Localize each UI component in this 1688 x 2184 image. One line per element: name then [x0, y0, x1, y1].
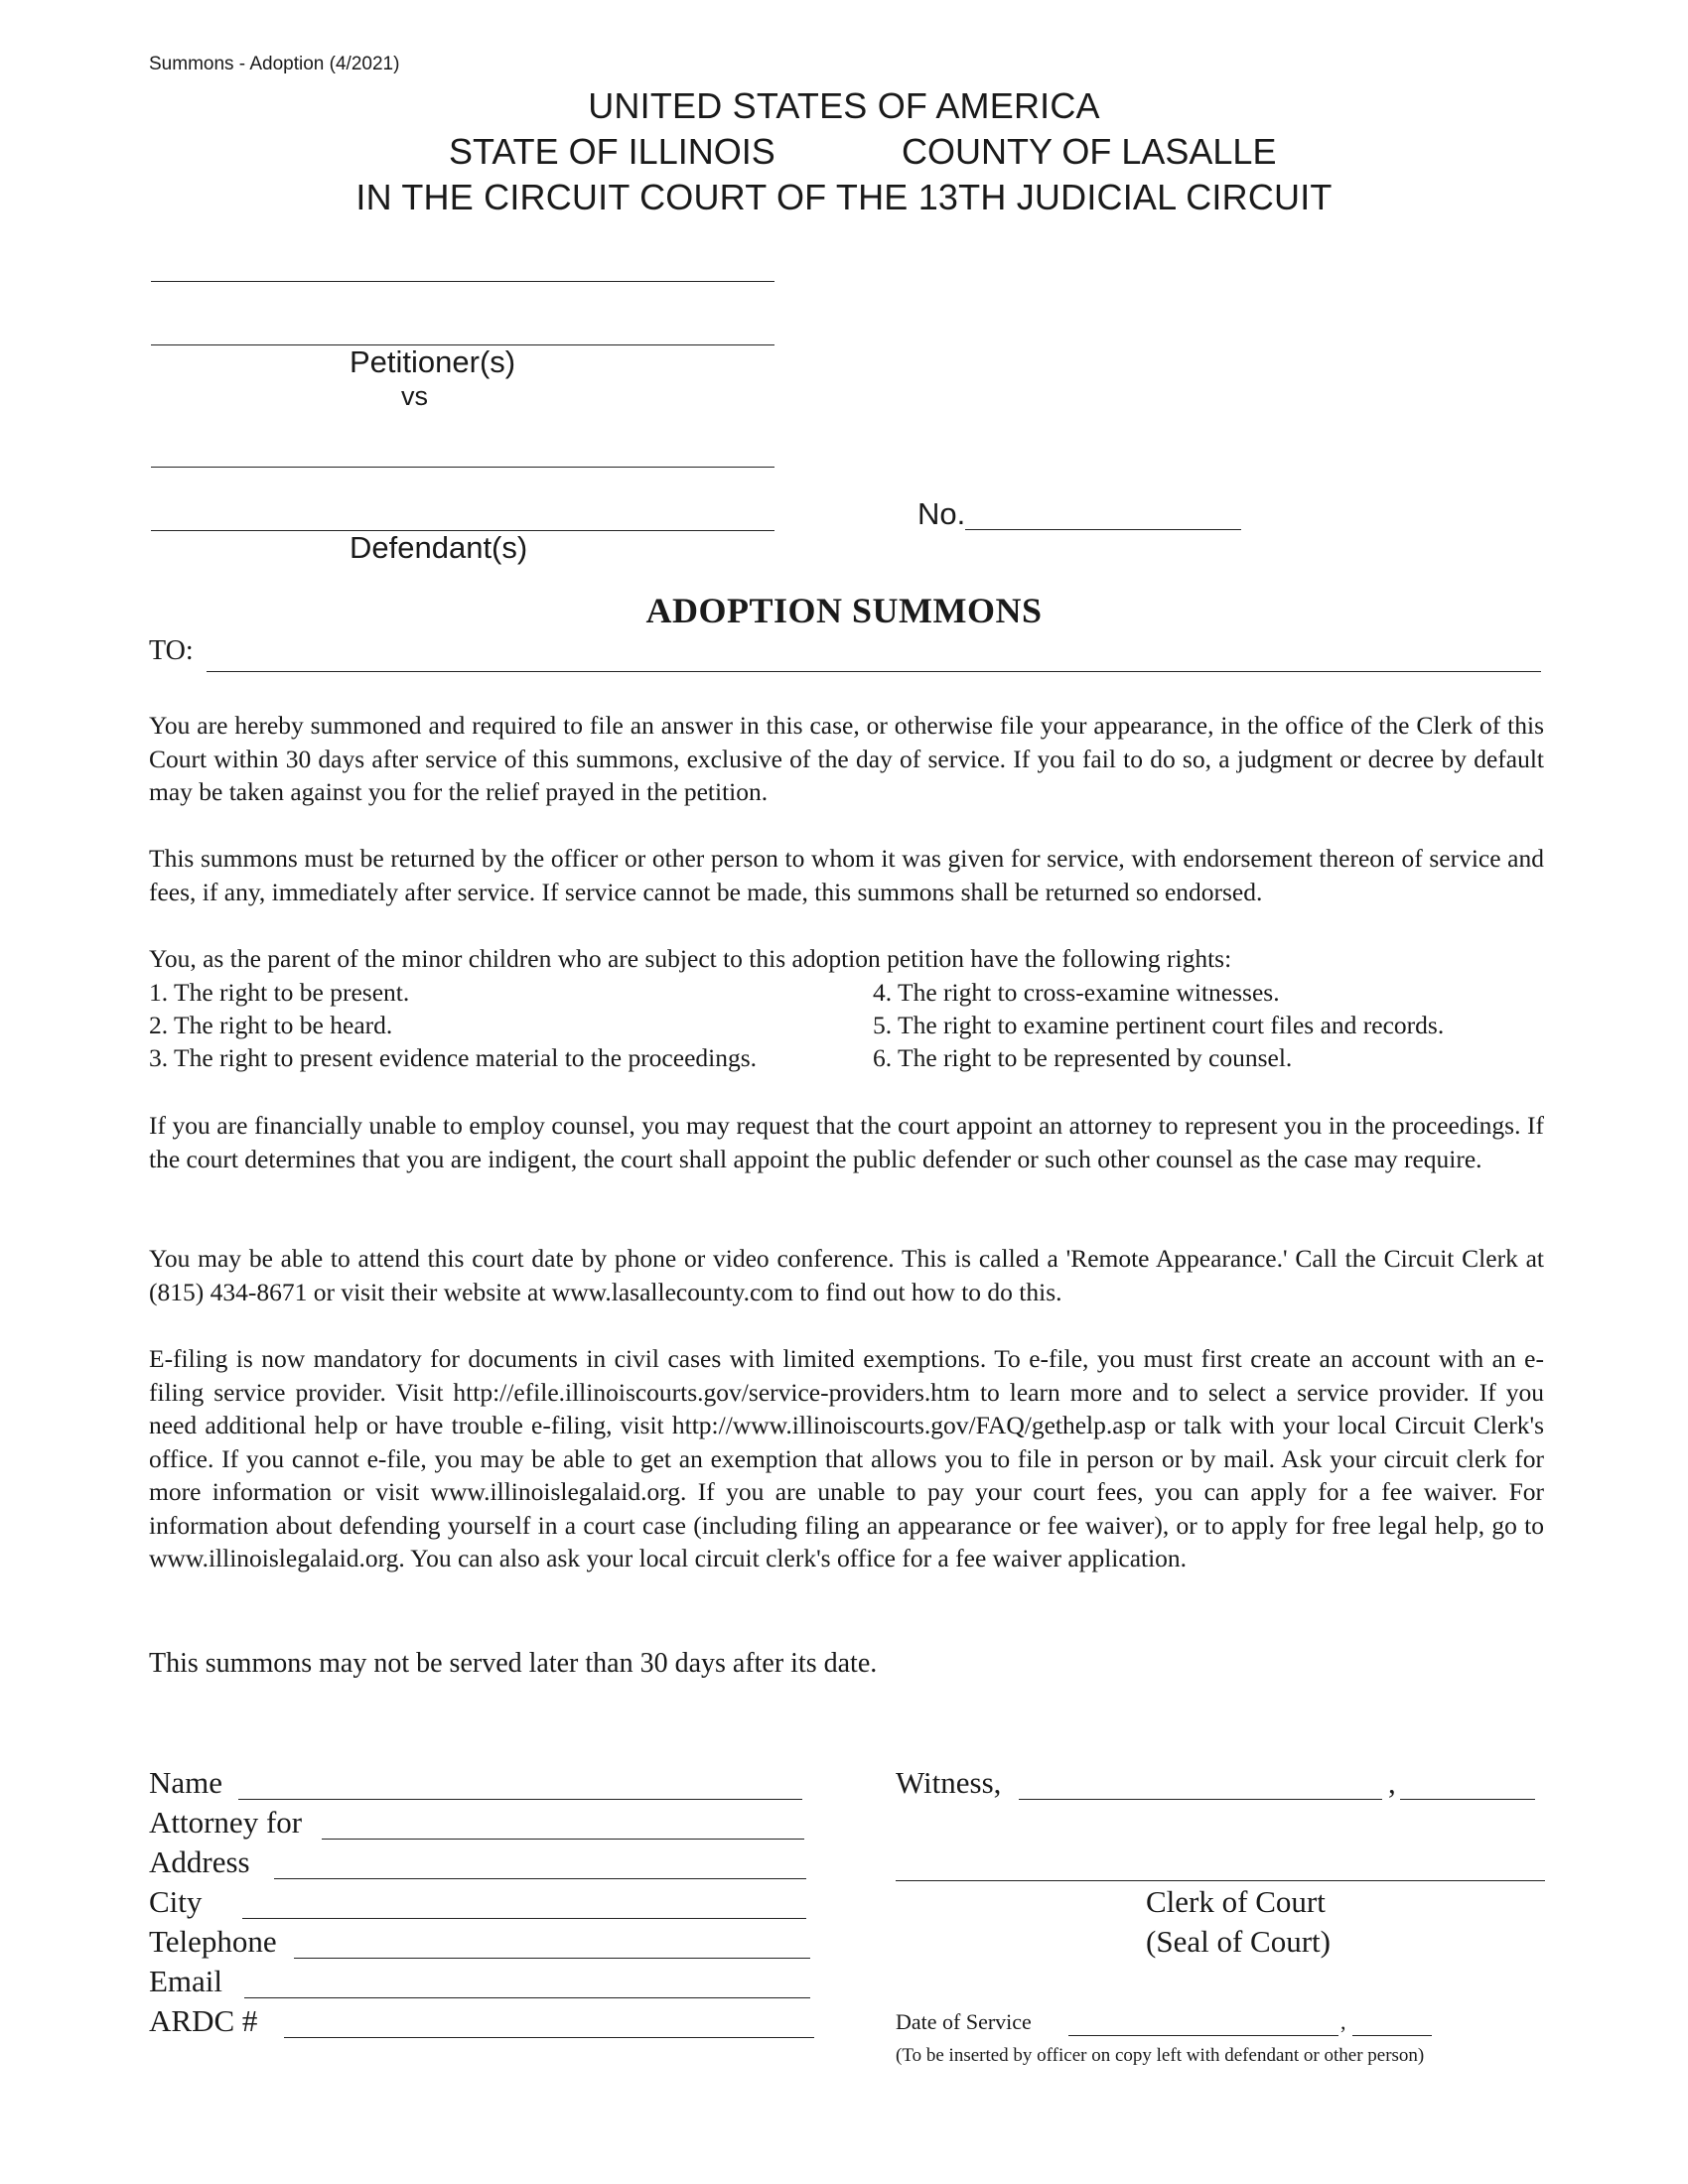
- case-no-field[interactable]: [965, 529, 1241, 530]
- paragraph-remote: You may be able to attend this court date by phone or video conference. This is called a 'Remote Appearance.' Call the Circuit Clerk at (815) 434-8671 or visit their website at www.lasallecounty.com to find out how to do this.: [149, 1244, 1544, 1306]
- right-item: 2. The right to be heard.: [149, 1011, 393, 1039]
- paragraph-counsel: If you are financially unable to employ counsel, you may request that the court appoint an attorney to represent you in the proceedings. If the court determines that you are indigent, the court shall appoint the public defender or such other counsel as the case may require.: [149, 1111, 1544, 1173]
- right-item: 4. The right to cross-examine witnesses.: [873, 978, 1280, 1007]
- paragraph-rights-intro: You, as the parent of the minor children who are subject to this adoption petition have the following rights:: [149, 944, 1232, 973]
- city-field[interactable]: [242, 1918, 806, 1919]
- ardc-field[interactable]: [284, 2037, 814, 2038]
- petitioner-line-1[interactable]: [151, 281, 774, 282]
- vs-label: vs: [401, 381, 428, 411]
- witness-comma: ,: [1388, 1765, 1396, 1800]
- right-item: 6. The right to be represented by counsel.: [873, 1043, 1293, 1072]
- service-deadline: This summons may not be served later than 30 days after its date.: [149, 1648, 878, 1679]
- address-field[interactable]: [274, 1878, 806, 1879]
- email-label: Email: [149, 1964, 223, 1998]
- date-of-service-comma: ,: [1340, 2009, 1346, 2034]
- name-field[interactable]: [238, 1799, 802, 1800]
- name-label: Name: [149, 1765, 223, 1800]
- paragraph-returned: This summons must be returned by the officer or other person to whom it was given for service, with endorsement thereon of service and fees, if any, immediately after service. If service cannot be made, this summons shall be returned so endorsed.: [149, 844, 1544, 906]
- date-of-service-field[interactable]: [1068, 2035, 1338, 2036]
- header-state: STATE OF ILLINOIS: [449, 131, 775, 172]
- witness-label: Witness,: [896, 1765, 1002, 1800]
- right-item: 5. The right to examine pertinent court files and records.: [873, 1011, 1445, 1039]
- witness-year-field[interactable]: [1400, 1799, 1535, 1800]
- right-item: 3. The right to present evidence material to the proceedings.: [149, 1043, 758, 1072]
- seal-of-court-label: (Seal of Court): [1146, 1924, 1331, 1959]
- to-label: TO:: [149, 635, 194, 666]
- clerk-signature-line[interactable]: [896, 1880, 1545, 1881]
- attorney-for-field[interactable]: [322, 1839, 804, 1840]
- defendant-label: Defendant(s): [350, 530, 528, 565]
- witness-date-field[interactable]: [1019, 1799, 1382, 1800]
- right-item: 1. The right to be present.: [149, 978, 410, 1007]
- date-of-service-year-field[interactable]: [1352, 2035, 1432, 2036]
- ardc-label: ARDC #: [149, 2003, 258, 2038]
- email-field[interactable]: [244, 1997, 810, 1998]
- date-of-service-label: Date of Service: [896, 2009, 1032, 2034]
- document-title: ADOPTION SUMMONS: [645, 591, 1043, 630]
- header-country: UNITED STATES OF AMERICA: [588, 85, 1100, 126]
- form-id: Summons - Adoption (4/2021): [149, 54, 400, 74]
- header-court: IN THE CIRCUIT COURT OF THE 13TH JUDICIAL CIRCUIT: [355, 177, 1333, 217]
- to-field[interactable]: [207, 671, 1541, 672]
- city-label: City: [149, 1884, 203, 1919]
- paragraph-summoned: You are hereby summoned and required to file an answer in this case, or otherwise file your appearance, in the office of the Clerk of this Court within 30 days after service of this summons, exclusive of the day of service. If you fail to do so, a judgment or decree by default may be taken against you for the relief prayed in the petition.: [149, 711, 1544, 806]
- service-note: (To be inserted by officer on copy left with defendant or other person): [896, 2045, 1425, 2066]
- address-label: Address: [149, 1844, 250, 1879]
- telephone-label: Telephone: [149, 1924, 277, 1959]
- defendant-line-1[interactable]: [151, 467, 774, 468]
- petitioner-label: Petitioner(s): [350, 344, 516, 379]
- attorney-for-label: Attorney for: [149, 1805, 303, 1840]
- telephone-field[interactable]: [294, 1958, 810, 1959]
- clerk-of-court-label: Clerk of Court: [1146, 1884, 1326, 1919]
- case-no-label: No.: [917, 496, 966, 531]
- paragraph-efiling: E-filing is now mandatory for documents in civil cases with limited exemptions. To e-file, you must first create an account with an e-filing service provider. Visit http://efile.illinoiscourts.gov/service-providers.htm to learn more and to select a service provider. If you need additional help or have trouble e-filing, visit http://www.illinoiscourts.gov/FAQ/gethelp.asp or talk with your local Circuit Clerk's office. If you cannot e-file, you may be able to get an exemption that allows you to file in person or by mail. Ask your circuit clerk for more information or visit www.illinoislegalaid.org. If you are unable to pay your court fees, you can apply for a fee waiver. For information about defending yourself in a court case (including filing an appearance or fee waiver), or to apply for free legal help, go to www.illinoislegalaid.org. You can also ask your local circuit clerk's office for a fee waiver application.: [149, 1344, 1544, 1572]
- header-county: COUNTY OF LASALLE: [902, 131, 1277, 172]
